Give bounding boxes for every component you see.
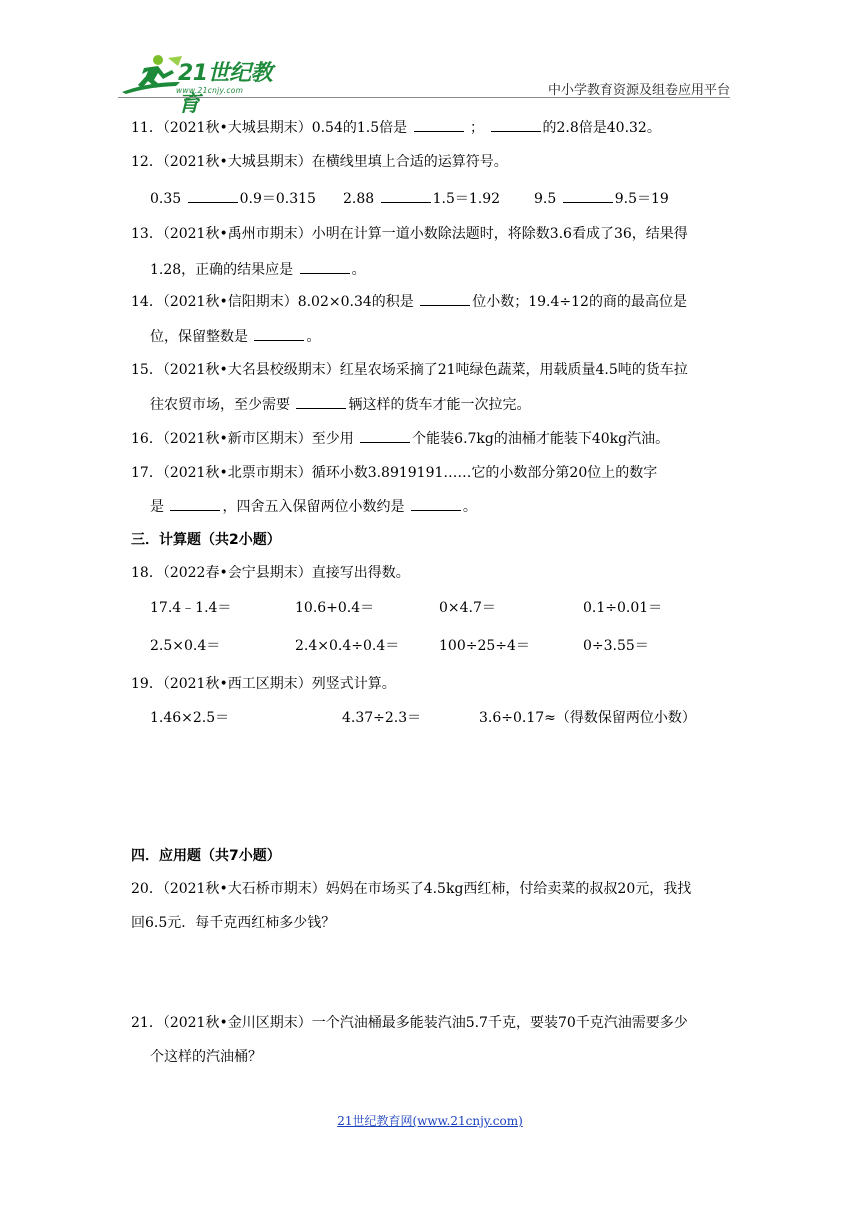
q18-item: 0×4.7＝ <box>439 600 496 616</box>
footer-link[interactable]: 21世纪教育网(www.21cnjy.com) <box>337 1114 523 1128</box>
operator-blank[interactable] <box>381 188 431 203</box>
answer-blank[interactable] <box>411 496 461 511</box>
q11-mid: ； <box>470 120 485 136</box>
question-14-line-2 <box>150 326 320 347</box>
q12-eq1-right: 0.9＝0.315 <box>239 191 316 207</box>
question-15-line-1: 15．（2021秋•大名县校级期末）红星农场采摘了21吨绿色蔬菜，用载质量4.5吨的货车拉 <box>131 362 688 378</box>
question-13-line-1: 13．（2021秋•禹州市期末）小明在计算一道小数除法题时，将除数3.6看成了36，结果得 <box>131 226 688 242</box>
q19-item: 1.46×2.5＝ <box>150 710 230 726</box>
question-17-line-1: 17．（2021秋•北票市期末）循环小数3.8919191……它的小数部分第20位上的数字 <box>131 465 658 481</box>
answer-blank[interactable] <box>170 496 220 511</box>
q12-equation-1 <box>150 188 316 209</box>
question-20-line-1: 20．（2021秋•大石桥市期末）妈妈在市场买了4.5kg西红柿，付给卖菜的叔叔20元，我找 <box>131 881 692 897</box>
q17-prefix: 是 <box>150 499 164 515</box>
q18-item: 0÷3.55＝ <box>583 638 649 654</box>
q16-suffix: 个能装6.7kg的油桶才能装下40kg汽油。 <box>412 431 670 447</box>
q18-item: 100÷25÷4＝ <box>439 638 530 654</box>
q14-line2-suffix: 。 <box>306 329 321 345</box>
q12-equation-2 <box>343 188 500 209</box>
question-21-line-1: 21．（2021秋•金川区期末）一个汽油桶最多能装汽油5.7千克，要装70千克汽油需要多少 <box>131 1015 688 1031</box>
q13-prefix: 1.28，正确的结果应是 <box>150 262 294 278</box>
q15-prefix: 往农贸市场，至少需要 <box>150 397 290 413</box>
q11-prefix: 11．（2021秋•大城县期末）0.54的1.5倍是 <box>131 120 408 136</box>
q12-eq2-left: 2.88 <box>343 191 375 207</box>
q12-eq3-left: 9.5 <box>534 191 557 207</box>
question-15-line-2 <box>150 394 530 415</box>
q19-item: 3.6÷0.17≈（得数保留两位小数） <box>479 710 696 726</box>
header-divider <box>118 97 730 98</box>
question-21-line-2: 个这样的汽油桶？ <box>150 1049 262 1065</box>
logo-brand-text: 21世纪教育 <box>178 61 273 117</box>
section-heading-calculation: 三．计算题（共2小题） <box>131 532 281 548</box>
answer-blank[interactable] <box>254 326 304 341</box>
q14-suffix: 位小数；19.4÷12的商的最高位是 <box>472 294 687 310</box>
q17-suffix: 。 <box>462 499 477 515</box>
q12-eq3-right: 9.5＝19 <box>614 191 669 207</box>
question-12: 12．（2021秋•大城县期末）在横线里填上合适的运算符号。 <box>131 154 508 170</box>
logo-url-text: www.21cnjy.com <box>176 86 244 95</box>
q15-suffix: 辆这样的货车才能一次拉完。 <box>348 397 531 413</box>
q18-item: 17.4﹣1.4＝ <box>150 600 232 616</box>
answer-blank[interactable] <box>414 117 464 132</box>
q11-tail: 的2.8倍是40.32。 <box>542 120 661 136</box>
q13-suffix: 。 <box>351 262 366 278</box>
q12-eq1-left: 0.35 <box>150 191 182 207</box>
question-20-line-2: 回6.5元．每千克西红柿多少钱？ <box>131 915 336 931</box>
question-11 <box>131 117 661 138</box>
answer-blank[interactable] <box>360 428 410 443</box>
q14-line2-prefix: 位，保留整数是 <box>150 329 248 345</box>
question-13-line-2 <box>150 259 366 280</box>
q14-prefix: 14．（2021秋•信阳期末）8.02×0.34的积是 <box>131 294 414 310</box>
answer-blank[interactable] <box>296 394 346 409</box>
operator-blank[interactable] <box>563 188 613 203</box>
q18-item: 2.4×0.4÷0.4＝ <box>295 638 400 654</box>
q19-item: 4.37÷2.3＝ <box>342 710 422 726</box>
q17-mid: ，四舍五入保留两位小数约是 <box>222 499 405 515</box>
q18-item: 2.5×0.4＝ <box>150 638 221 654</box>
answer-blank[interactable] <box>420 291 470 306</box>
q18-item: 0.1÷0.01＝ <box>583 600 663 616</box>
question-14-line-1 <box>131 291 687 312</box>
operator-blank[interactable] <box>188 188 238 203</box>
section-heading-application: 四．应用题（共7小题） <box>131 848 281 864</box>
answer-blank[interactable] <box>491 117 541 132</box>
question-18: 18．（2022春•会宁县期末）直接写出得数。 <box>131 565 410 581</box>
q18-item: 10.6+0.4＝ <box>295 600 375 616</box>
question-19: 19．（2021秋•西工区期末）列竖式计算。 <box>131 676 396 692</box>
answer-blank[interactable] <box>300 259 350 274</box>
page-header <box>118 50 730 117</box>
question-16 <box>131 428 669 449</box>
q16-prefix: 16．（2021秋•新市区期末）至少用 <box>131 431 354 447</box>
platform-title: 中小学教育资源及组卷应用平台 <box>547 83 730 98</box>
q12-eq2-right: 1.5＝1.92 <box>432 191 501 207</box>
question-17-line-2 <box>150 496 477 517</box>
q12-equation-3 <box>534 188 669 209</box>
site-logo <box>118 50 288 117</box>
